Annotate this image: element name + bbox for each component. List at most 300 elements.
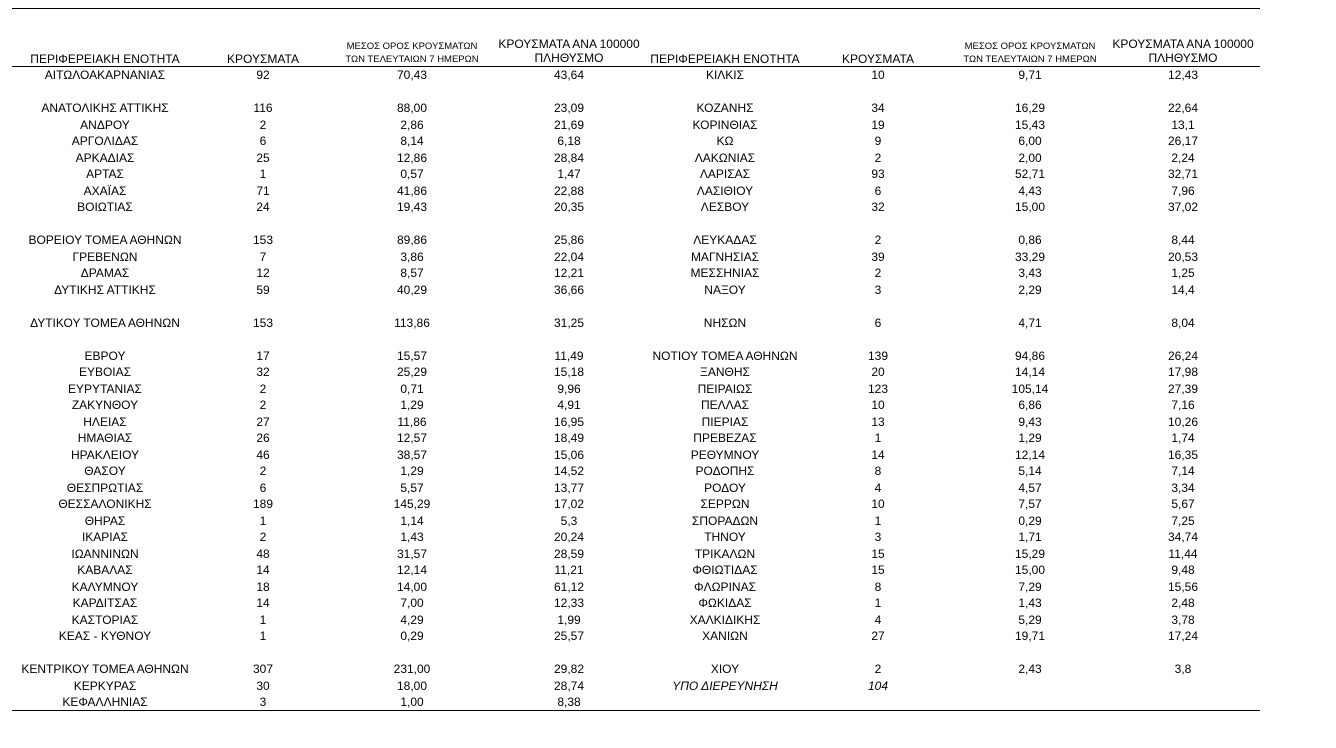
avg-cell: 41,86 xyxy=(396,183,428,198)
cases-cell: 2 xyxy=(874,150,882,165)
region-cell: ΠΕΙΡΑΙΩΣ xyxy=(697,381,753,396)
avg-cell: 5,57 xyxy=(400,480,424,495)
avg-cell: 2,43 xyxy=(1018,662,1042,676)
avg-cell: 12,86 xyxy=(396,150,428,165)
table-row xyxy=(620,546,1258,563)
table-row xyxy=(620,414,1258,431)
per100k-cell: 13,77 xyxy=(553,480,585,495)
cases-cell: 9 xyxy=(874,134,882,148)
per100k-cell: 7,14 xyxy=(1171,464,1195,478)
table-row xyxy=(0,463,644,480)
per100k-cell: 2,24 xyxy=(1171,150,1195,165)
avg-cell: 33,29 xyxy=(1014,249,1046,264)
region-cell: ΚΩ xyxy=(716,134,734,148)
table-row xyxy=(620,100,1258,117)
avg-cell: 1,14 xyxy=(400,513,424,528)
region-cell: ΗΛΕΙΑΣ xyxy=(83,414,127,429)
cases-cell: 12 xyxy=(256,266,270,280)
cases-cell: 153 xyxy=(252,315,274,330)
per100k-cell: 7,25 xyxy=(1171,513,1195,528)
per100k-cell: 11,44 xyxy=(1168,546,1198,561)
per100k-cell: 15,06 xyxy=(553,447,585,462)
cases-cell: 2 xyxy=(874,662,882,676)
table-row xyxy=(620,480,1258,497)
per100k-cell: 29,82 xyxy=(553,662,585,676)
cases-cell: 14 xyxy=(256,596,270,610)
cases-cell: 25 xyxy=(256,150,270,165)
avg-cell: 15,00 xyxy=(1014,563,1046,577)
avg-cell: 7,57 xyxy=(1018,497,1042,511)
per100k-cell: 26,24 xyxy=(1167,348,1199,363)
region-cell: ΠΙΕΡΙΑΣ xyxy=(701,414,749,429)
table-row xyxy=(620,381,1258,398)
per100k-cell: 37,02 xyxy=(1167,200,1199,214)
avg-cell: 1,29 xyxy=(400,398,424,412)
per100k-cell: 8,38 xyxy=(557,695,581,709)
table-row xyxy=(0,661,644,678)
table-row xyxy=(620,595,1258,612)
region-cell: ΔΡΑΜΑΣ xyxy=(80,266,130,280)
cases-cell: 6 xyxy=(259,134,267,148)
region-cell: ΕΥΡΥΤΑΝΙΑΣ xyxy=(68,381,142,396)
table-row xyxy=(620,133,1258,150)
per100k-cell: 1,99 xyxy=(557,612,581,627)
per100k-cell xyxy=(1108,678,1258,695)
table-row xyxy=(620,364,1258,381)
per100k-cell: 25,86 xyxy=(553,233,585,247)
avg-cell: 0,29 xyxy=(400,629,424,643)
per100k-cell: 22,88 xyxy=(553,183,585,198)
cases-cell: 6 xyxy=(874,315,882,330)
table-row xyxy=(620,117,1258,134)
cases-cell: 15 xyxy=(871,563,885,577)
region-cell: ΦΩΚΙΔΑΣ xyxy=(698,596,752,610)
avg-cell: 15,29 xyxy=(1014,546,1046,561)
cases-cell: 46 xyxy=(256,447,270,462)
table-row xyxy=(0,430,644,447)
region-cell: ΑΡΚΑΔΙΑΣ xyxy=(75,150,135,165)
region-cell: ΚΕΑΣ - ΚΥΘΝΟΥ xyxy=(58,629,152,643)
region-cell: ΚΟΖΑΝΗΣ xyxy=(696,101,754,115)
table-row xyxy=(620,249,1258,266)
cases-cell: 2 xyxy=(259,117,267,132)
cases-cell: 139 xyxy=(867,348,889,363)
avg-cell: 19,71 xyxy=(1014,629,1046,643)
cases-cell: 189 xyxy=(252,497,274,511)
per100k-cell: 21,69 xyxy=(553,117,585,132)
cases-cell: 153 xyxy=(252,233,274,247)
per100k-cell: 12,21 xyxy=(553,266,585,280)
cases-cell: 4 xyxy=(874,612,882,627)
left-header-avg-line2: ΤΩΝ ΤΕΛΕΥΤΑΙΩΝ 7 ΗΜΕΡΩΝ xyxy=(345,54,479,65)
per100k-cell: 2,48 xyxy=(1171,596,1195,610)
table-row xyxy=(0,348,644,365)
per100k-cell: 8,04 xyxy=(1171,315,1195,330)
region-cell: ΘΗΡΑΣ xyxy=(84,513,126,528)
cases-cell: 59 xyxy=(256,282,270,297)
table-row xyxy=(0,150,644,167)
table-row xyxy=(0,315,644,332)
cases-cell: 1 xyxy=(874,513,882,528)
region-cell: ΠΡΕΒΕΖΑΣ xyxy=(693,431,757,445)
avg-cell: 12,57 xyxy=(396,431,428,445)
cases-cell: 17 xyxy=(256,348,270,363)
avg-cell: 15,43 xyxy=(1014,117,1046,132)
cases-cell: 27 xyxy=(871,629,885,643)
region-cell: ΛΕΣΒΟΥ xyxy=(700,200,750,214)
avg-cell: 40,29 xyxy=(396,282,428,297)
region-cell: ΘΕΣΣΑΛΟΝΙΚΗΣ xyxy=(58,497,152,511)
table-row xyxy=(0,612,644,629)
avg-cell: 14,14 xyxy=(1014,365,1046,379)
region-cell: ΚΑΛΥΜΝΟΥ xyxy=(71,579,139,594)
region-cell: ΚΑΒΑΛΑΣ xyxy=(77,563,133,577)
table-row xyxy=(620,579,1258,596)
cases-cell: 93 xyxy=(871,167,885,181)
spacer-row xyxy=(0,84,644,101)
table-row xyxy=(620,199,1258,216)
region-cell: ΣΠΟΡΑΔΩΝ xyxy=(691,513,759,528)
right-header-cases: ΚΡΟΥΣΜΑΤΑ xyxy=(842,52,914,66)
per100k-cell: 28,59 xyxy=(553,546,585,561)
avg-cell: 5,14 xyxy=(1018,464,1042,478)
region-cell: ΑΧΑΪΑΣ xyxy=(83,183,127,198)
table-row xyxy=(0,694,644,711)
per100k-cell: 22,64 xyxy=(1167,101,1199,115)
table-row xyxy=(620,513,1258,530)
cases-cell: 10 xyxy=(871,68,885,82)
avg-cell: 11,86 xyxy=(397,414,427,429)
table-row xyxy=(0,265,644,282)
per100k-cell: 11,49 xyxy=(554,348,584,363)
cases-cell: 1 xyxy=(259,612,267,627)
region-cell: ΛΑΣΙΘΙΟΥ xyxy=(696,183,754,198)
cases-cell: 6 xyxy=(874,183,882,198)
region-cell: ΘΑΣΟΥ xyxy=(84,464,126,478)
cases-cell: 116 xyxy=(253,101,273,115)
region-cell: ΜΕΣΣΗΝΙΑΣ xyxy=(690,266,760,280)
per100k-cell: 31,25 xyxy=(553,315,585,330)
spacer-row xyxy=(620,298,1258,315)
spacer-row xyxy=(620,84,1258,101)
cases-cell: 3 xyxy=(874,530,882,544)
per100k-cell: 6,18 xyxy=(557,134,581,148)
avg-cell: 1,71 xyxy=(1018,530,1042,544)
cases-cell: 123 xyxy=(867,381,889,396)
per100k-cell: 36,66 xyxy=(553,282,585,297)
region-cell: ΤΗΝΟΥ xyxy=(704,530,746,544)
per100k-cell: 20,53 xyxy=(1167,249,1199,264)
table-row xyxy=(0,678,644,695)
avg-cell: 4,29 xyxy=(400,612,424,627)
avg-cell: 8,57 xyxy=(400,266,424,280)
avg-cell: 2,00 xyxy=(1018,150,1042,165)
right-header-avg xyxy=(940,40,1120,66)
per100k-cell: 61,12 xyxy=(553,579,585,594)
avg-cell: 88,00 xyxy=(396,101,428,115)
per100k-cell: 14,4 xyxy=(1171,282,1195,297)
cases-cell: 2 xyxy=(259,530,267,544)
left-header-cases: ΚΡΟΥΣΜΑΤΑ xyxy=(227,52,299,66)
avg-cell: 25,29 xyxy=(396,365,428,379)
table-row xyxy=(0,282,644,299)
region-cell: ΖΑΚΥΝΘΟΥ xyxy=(71,398,139,412)
region-cell: ΥΠΟ ΔΙΕΡΕΥΝΗΣΗ xyxy=(672,678,778,693)
avg-cell: 2,86 xyxy=(400,117,424,132)
region-cell: ΛΑΚΩΝΙΑΣ xyxy=(694,150,756,165)
region-cell: ΚΕΦΑΛΛΗΝΙΑΣ xyxy=(62,695,148,709)
table-row xyxy=(0,628,644,645)
region-cell: ΦΘΙΩΤΙΔΑΣ xyxy=(692,563,758,577)
table-row xyxy=(0,133,644,150)
per100k-cell: 43,64 xyxy=(553,68,585,82)
per100k-cell: 15,18 xyxy=(553,365,585,379)
cases-cell: 1 xyxy=(259,167,267,181)
spacer-row xyxy=(0,331,644,348)
table-row xyxy=(620,496,1258,513)
cases-cell: 4 xyxy=(874,480,882,495)
table-row xyxy=(620,678,1258,695)
avg-cell: 0,86 xyxy=(1018,233,1042,247)
avg-cell: 231,00 xyxy=(393,662,431,676)
table-row xyxy=(0,529,644,546)
per100k-cell: 9,96 xyxy=(557,381,581,396)
avg-cell: 5,29 xyxy=(1018,612,1042,627)
table-row xyxy=(0,249,644,266)
per100k-cell: 3,34 xyxy=(1171,480,1195,495)
avg-cell: 113,86 xyxy=(394,315,430,330)
table-row xyxy=(0,513,644,530)
table-row xyxy=(620,529,1258,546)
region-cell: ΔΥΤΙΚΗΣ ΑΤΤΙΚΗΣ xyxy=(54,282,156,297)
cases-cell: 7 xyxy=(259,249,267,264)
right-header-per100k-line1: ΚΡΟΥΣΜΑΤΑ ΑΝΑ 100000 xyxy=(1112,37,1254,51)
avg-cell: 1,00 xyxy=(400,695,424,709)
region-cell: ΕΥΒΟΙΑΣ xyxy=(78,365,132,379)
left-table-body xyxy=(0,67,644,711)
cases-cell: 48 xyxy=(256,546,270,561)
table-row xyxy=(620,282,1258,299)
table-row xyxy=(0,480,644,497)
table-row xyxy=(620,430,1258,447)
cases-cell: 3 xyxy=(874,282,882,297)
region-cell: ΠΕΛΛΑΣ xyxy=(700,398,750,412)
region-cell: ΚΕΡΚΥΡΑΣ xyxy=(73,678,137,693)
region-cell: ΑΡΓΟΛΙΔΑΣ xyxy=(71,134,139,148)
cases-cell: 307 xyxy=(252,662,274,676)
cases-cell: 20 xyxy=(871,365,885,379)
region-cell: ΧΑΝΙΩΝ xyxy=(702,629,748,643)
cases-cell: 1 xyxy=(874,431,882,445)
region-cell: ΕΒΡΟΥ xyxy=(84,348,126,363)
region-cell: ΘΕΣΠΡΩΤΙΑΣ xyxy=(66,480,144,495)
region-cell: ΑΝΑΤΟΛΙΚΗΣ ΑΤΤΙΚΗΣ xyxy=(41,101,169,115)
avg-cell: 38,57 xyxy=(396,447,428,462)
right-table-body xyxy=(620,67,1258,694)
region-cell: ΦΛΩΡΙΝΑΣ xyxy=(694,579,756,594)
cases-cell: 14 xyxy=(256,563,270,577)
avg-cell: 0,71 xyxy=(400,381,424,396)
per100k-cell: 7,96 xyxy=(1171,183,1195,198)
table-row xyxy=(0,166,644,183)
avg-cell: 4,71 xyxy=(1018,315,1042,330)
avg-cell: 0,29 xyxy=(1018,513,1042,528)
table-row xyxy=(620,463,1258,480)
avg-cell: 9,71 xyxy=(1018,68,1042,82)
per100k-cell: 1,25 xyxy=(1171,266,1195,280)
cases-cell: 39 xyxy=(871,249,885,264)
region-cell: ΧΙΟΥ xyxy=(710,662,740,676)
cases-cell: 92 xyxy=(256,68,270,82)
cases-cell: 32 xyxy=(256,365,270,379)
per100k-cell: 28,74 xyxy=(553,678,585,693)
avg-cell: 18,00 xyxy=(396,678,428,693)
region-cell: ΚΙΛΚΙΣ xyxy=(705,68,745,82)
table-row xyxy=(620,265,1258,282)
table-row xyxy=(0,496,644,513)
per100k-cell: 17,24 xyxy=(1167,629,1199,643)
spacer-row xyxy=(0,216,644,233)
avg-cell: 52,71 xyxy=(1014,167,1046,181)
avg-cell: 94,86 xyxy=(1014,348,1046,363)
cases-cell: 2 xyxy=(874,233,882,247)
avg-cell: 7,00 xyxy=(400,596,424,610)
cases-cell: 2 xyxy=(259,464,267,478)
table-row xyxy=(0,232,644,249)
avg-cell: 3,86 xyxy=(400,249,424,264)
right-header-per100k xyxy=(1108,37,1258,65)
per100k-cell: 20,24 xyxy=(553,530,585,544)
avg-cell: 15,00 xyxy=(1014,200,1046,214)
per100k-cell: 23,09 xyxy=(553,101,585,115)
per100k-cell: 10,26 xyxy=(1167,414,1199,429)
spacer-row xyxy=(0,298,644,315)
table-row xyxy=(620,67,1258,84)
table-row xyxy=(0,364,644,381)
region-cell: ΑΝΔΡΟΥ xyxy=(80,117,130,132)
avg-cell: 70,43 xyxy=(396,68,428,82)
cases-cell: 19 xyxy=(871,117,885,132)
cases-cell: 1 xyxy=(874,596,882,610)
region-cell: ΞΑΝΘΗΣ xyxy=(700,365,750,379)
region-cell: ΒΟΡΕΙΟΥ ΤΟΜΕΑ ΑΘΗΝΩΝ xyxy=(28,233,182,247)
per100k-cell: 20,35 xyxy=(553,200,585,214)
per100k-cell: 1,74 xyxy=(1171,431,1195,445)
cases-cell: 27 xyxy=(256,414,270,429)
left-header-per100k-line2: ΠΛΗΘΥΣΜΟ xyxy=(534,51,604,65)
per100k-cell: 27,39 xyxy=(1167,381,1199,396)
cases-cell: 14 xyxy=(871,447,885,462)
cases-cell: 8 xyxy=(874,464,882,478)
table-row xyxy=(0,199,644,216)
per100k-cell: 5,3 xyxy=(560,513,578,528)
top-rule xyxy=(12,8,1260,9)
table-row xyxy=(0,447,644,464)
per100k-cell: 12,33 xyxy=(553,596,585,610)
cases-cell: 15 xyxy=(871,546,885,561)
cases-cell: 10 xyxy=(871,398,885,412)
left-header-avg-line1: ΜΕΣΟΣ ΟΡΟΣ ΚΡΟΥΣΜΑΤΩΝ xyxy=(346,41,478,52)
spacer-row xyxy=(620,216,1258,233)
avg-cell: 1,43 xyxy=(400,530,424,544)
avg-cell: 14,00 xyxy=(396,579,428,594)
per100k-cell: 34,74 xyxy=(1167,530,1199,544)
per100k-cell: 7,16 xyxy=(1171,398,1195,412)
cases-cell: 18 xyxy=(256,579,270,594)
per100k-cell: 28,84 xyxy=(553,150,585,165)
table-row xyxy=(620,183,1258,200)
per100k-cell: 25,57 xyxy=(553,629,585,643)
avg-cell: 16,29 xyxy=(1014,101,1046,115)
per100k-cell: 1,47 xyxy=(557,167,581,181)
avg-cell: 1,43 xyxy=(1018,596,1042,610)
table-row xyxy=(0,183,644,200)
table-row xyxy=(620,397,1258,414)
cases-cell: 8 xyxy=(874,579,882,594)
per100k-cell: 26,17 xyxy=(1167,134,1199,148)
cases-cell: 3 xyxy=(259,695,267,709)
per100k-cell: 13,1 xyxy=(1171,117,1195,132)
cases-cell: 6 xyxy=(259,480,267,495)
region-cell: ΚΑΣΤΟΡΙΑΣ xyxy=(71,612,139,627)
table-row xyxy=(620,348,1258,365)
region-cell: ΙΚΑΡΙΑΣ xyxy=(81,530,129,544)
avg-cell: 31,57 xyxy=(396,546,428,561)
table-row xyxy=(0,381,644,398)
avg-cell: 0,57 xyxy=(400,167,424,181)
table-row xyxy=(620,562,1258,579)
region-cell: ΑΙΤΩΛΟΑΚΑΡΝΑΝΙΑΣ xyxy=(44,68,166,82)
per100k-cell: 18,49 xyxy=(553,431,585,445)
region-cell: ΣΕΡΡΩΝ xyxy=(700,497,750,511)
region-cell: ΡΕΘΥΜΝΟΥ xyxy=(690,447,760,462)
per100k-cell: 32,71 xyxy=(1167,167,1199,181)
table-row xyxy=(0,117,644,134)
avg-cell: 7,29 xyxy=(1018,579,1042,594)
right-header-region: ΠΕΡΙΦΕΡΕΙΑΚΗ ΕΝΟΤΗΤΑ xyxy=(650,52,800,66)
avg-cell: 89,86 xyxy=(396,233,428,247)
table-row xyxy=(0,562,644,579)
region-cell: ΗΜΑΘΙΑΣ xyxy=(77,431,133,445)
table-row xyxy=(0,414,644,431)
per100k-cell: 8,44 xyxy=(1171,233,1195,247)
avg-cell: 19,43 xyxy=(396,200,428,214)
cases-cell: 1 xyxy=(259,629,267,643)
avg-cell: 12,14 xyxy=(1014,447,1046,462)
avg-cell: 6,00 xyxy=(1018,134,1042,148)
per100k-cell: 11,21 xyxy=(554,563,584,577)
region-cell: ΗΡΑΚΛΕΙΟΥ xyxy=(70,447,140,462)
table-row xyxy=(620,447,1258,464)
right-header-per100k-line2: ΠΛΗΘΥΣΜΟ xyxy=(1148,51,1218,65)
cases-cell: 32 xyxy=(871,200,885,214)
avg-cell: 8,14 xyxy=(400,134,424,148)
table-row xyxy=(620,628,1258,645)
cases-cell: 104 xyxy=(867,678,889,693)
region-cell: ΝΑΞΟΥ xyxy=(704,282,746,297)
cases-cell: 34 xyxy=(871,101,885,115)
avg-cell: 9,43 xyxy=(1018,414,1042,429)
region-cell: ΚΟΡΙΝΘΙΑΣ xyxy=(692,117,758,132)
cases-cell: 30 xyxy=(256,678,270,693)
cases-cell: 1 xyxy=(259,513,267,528)
per100k-cell: 22,04 xyxy=(553,249,585,264)
avg-cell: 2,29 xyxy=(1018,282,1042,297)
table-row xyxy=(620,150,1258,167)
region-cell: ΛΕΥΚΑΔΑΣ xyxy=(693,233,757,247)
avg-cell: 105,14 xyxy=(1011,381,1049,396)
table-row xyxy=(620,232,1258,249)
